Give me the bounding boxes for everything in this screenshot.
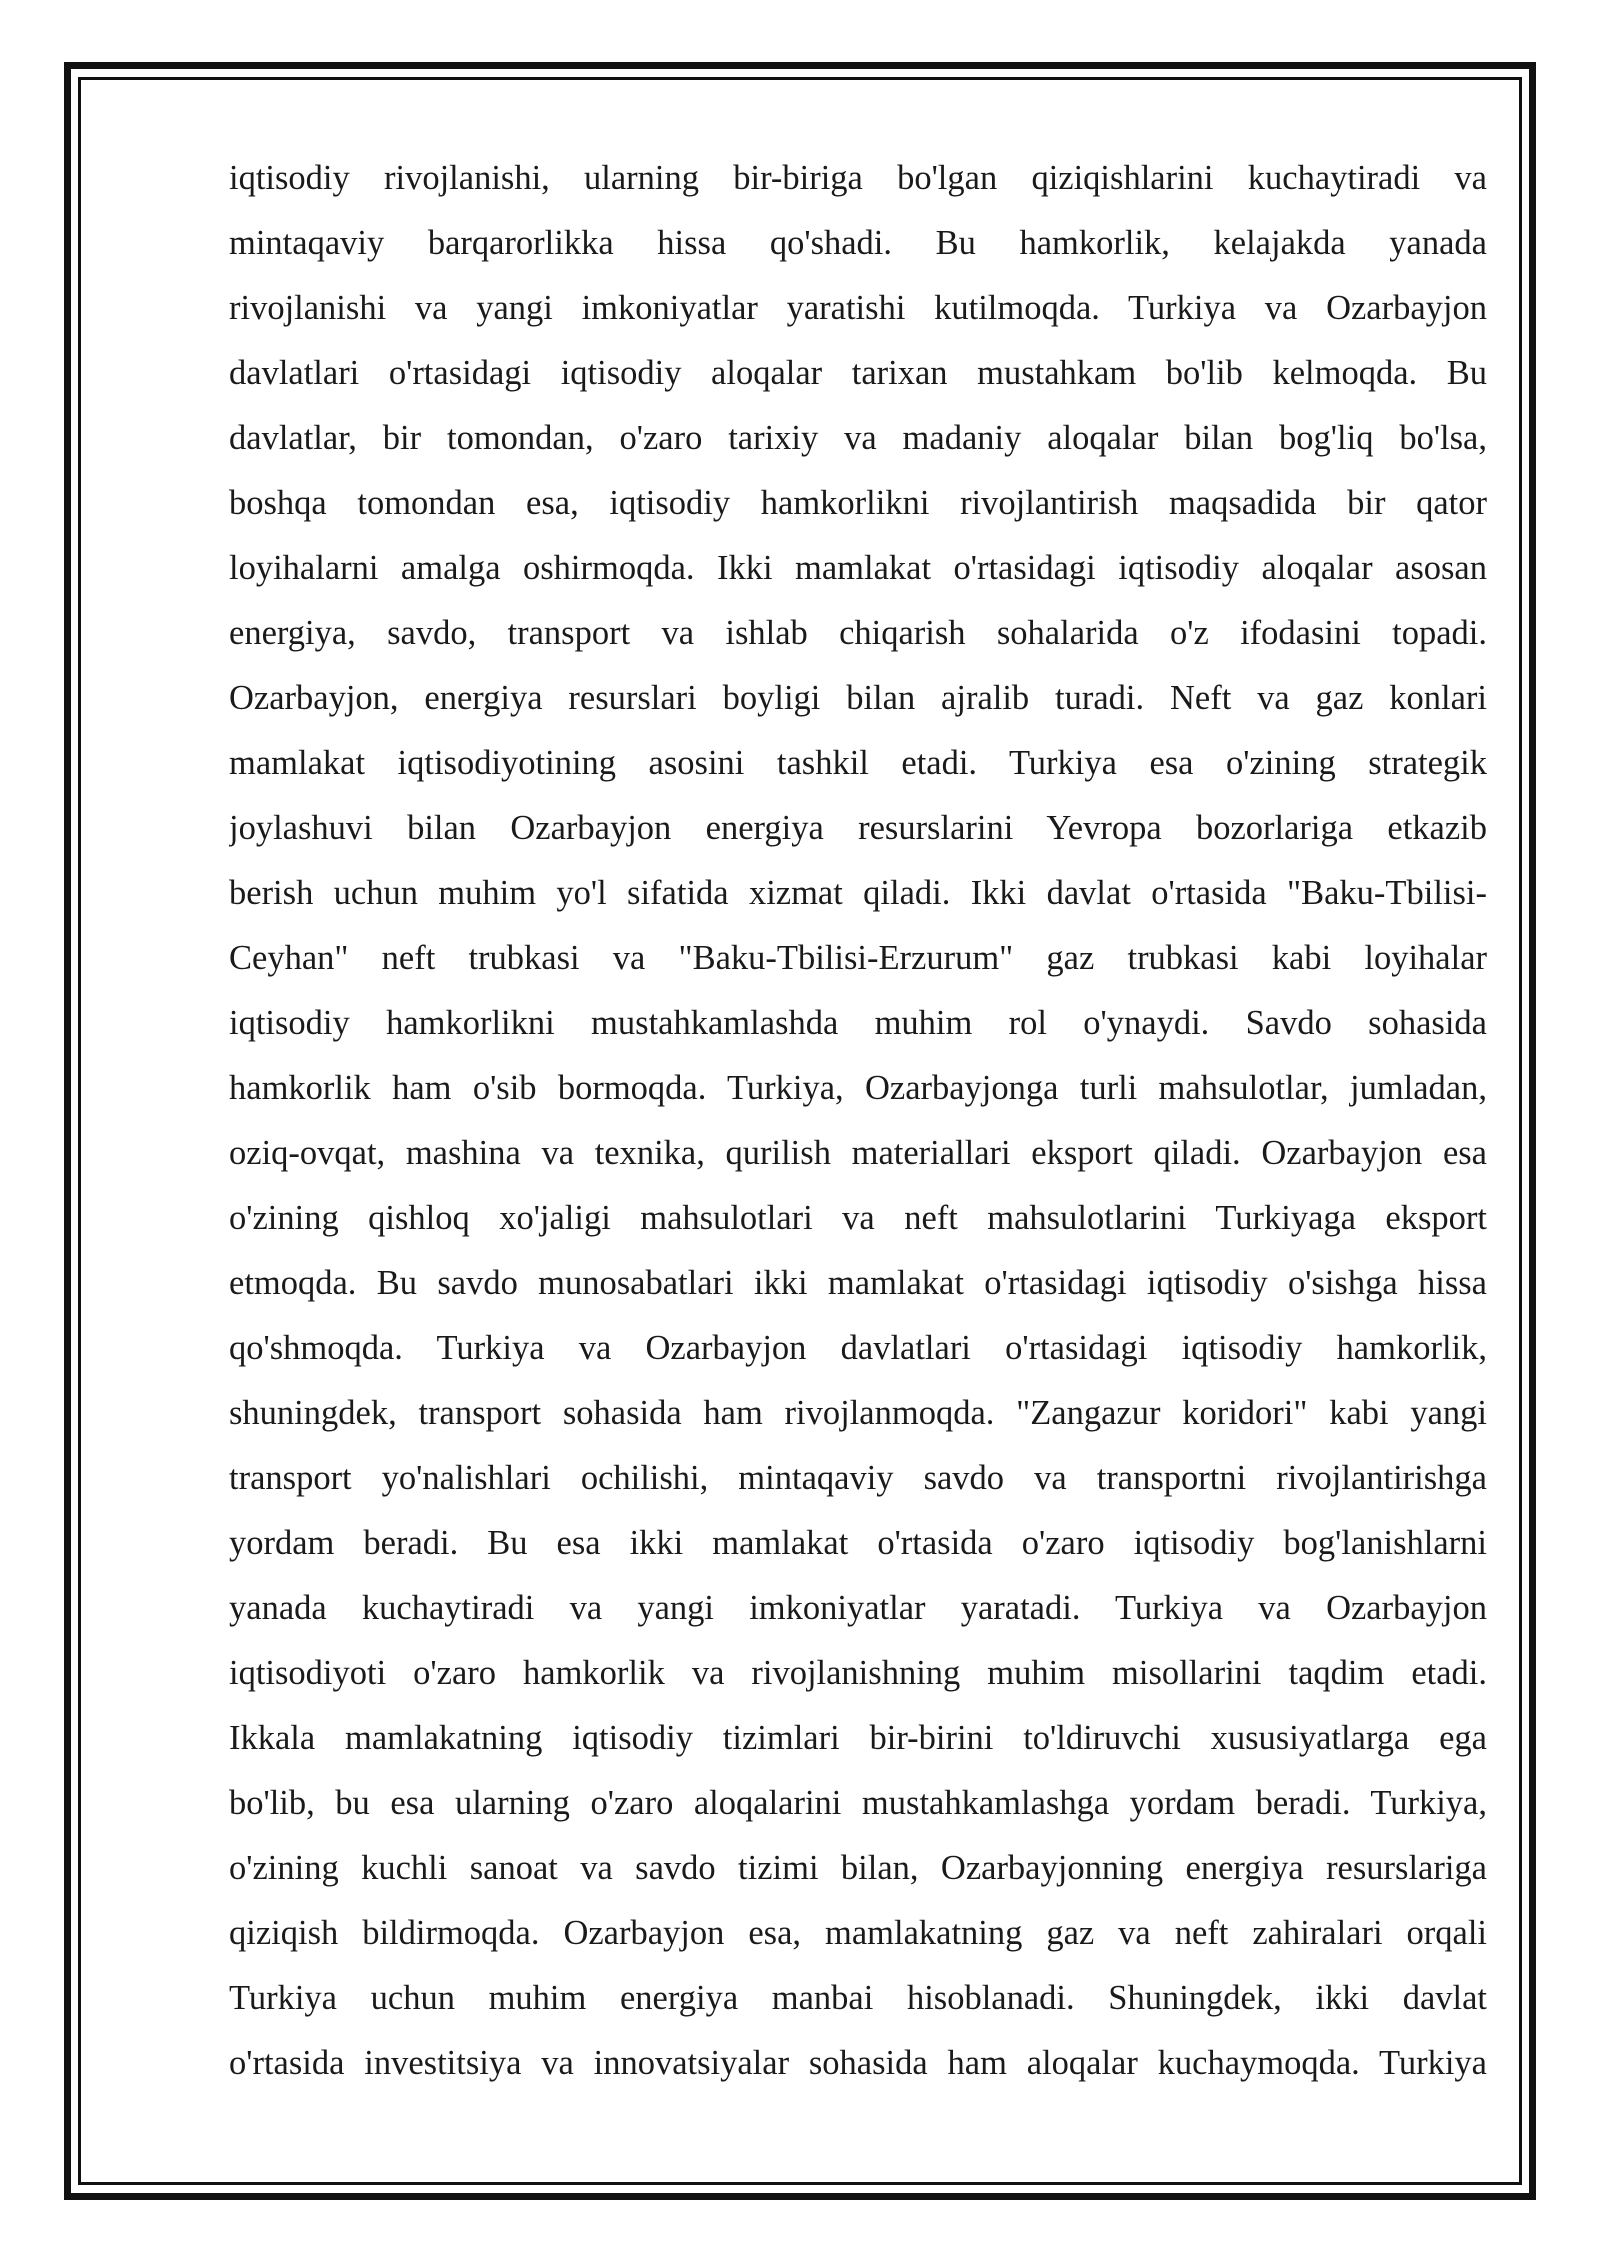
body-text	[229, 146, 1487, 2096]
text-line: Ceyhan" neft trubkasi va "Baku-Tbilisi-Erzurum" gaz trubkasi kabi loyihalar	[229, 939, 1487, 977]
text-line: iqtisodiy rivojlanishi, ularning bir-biriga bo'lgan qiziqishlarini kuchaytiradi va	[229, 159, 1487, 197]
text-line: qo'shmoqda. Turkiya va Ozarbayjon davlatlari o'rtasidagi iqtisodiy hamkorlik,	[229, 1329, 1487, 1367]
text-line: shuningdek, transport sohasida ham rivojlanmoqda. "Zangazur koridori" kabi yangi	[229, 1394, 1487, 1432]
text-line: davlatlari o'rtasidagi iqtisodiy aloqalar tarixan mustahkam bo'lib kelmoqda. Bu	[229, 354, 1487, 392]
text-line: etmoqda. Bu savdo munosabatlari ikki mamlakat o'rtasidagi iqtisodiy o'sishga hissa	[229, 1264, 1487, 1302]
text-line: boshqa tomondan esa, iqtisodiy hamkorlikni rivojlantirish maqsadida bir qator	[229, 484, 1487, 522]
text-line: Ikkala mamlakatning iqtisodiy tizimlari bir-birini to'ldiruvchi xususiyatlarga ega	[229, 1719, 1487, 1757]
text-line: qiziqish bildirmoqda. Ozarbayjon esa, mamlakatning gaz va neft zahiralari orqali	[229, 1914, 1487, 1952]
text-line: Ozarbayjon, energiya resurslari boyligi bilan ajralib turadi. Neft va gaz konlari	[229, 679, 1487, 717]
text-line: hamkorlik ham o'sib bormoqda. Turkiya, Ozarbayjonga turli mahsulotlar, jumladan,	[229, 1069, 1487, 1107]
text-line: iqtisodiy hamkorlikni mustahkamlashda muhim rol o'ynaydi. Savdo sohasida	[229, 1004, 1487, 1042]
text-line: bo'lib, bu esa ularning o'zaro aloqalarini mustahkamlashga yordam beradi. Turkiya,	[229, 1784, 1487, 1822]
text-line: joylashuvi bilan Ozarbayjon energiya resurslarini Yevropa bozorlariga etkazib	[229, 809, 1487, 847]
text-line: o'zining kuchli sanoat va savdo tizimi bilan, Ozarbayjonning energiya resurslariga	[229, 1849, 1487, 1887]
text-line: transport yo'nalishlari ochilishi, mintaqaviy savdo va transportni rivojlantirishga	[229, 1459, 1487, 1497]
text-line: Turkiya uchun muhim energiya manbai hisoblanadi. Shuningdek, ikki davlat	[229, 1979, 1487, 2017]
text-line: yanada kuchaytiradi va yangi imkoniyatlar yaratadi. Turkiya va Ozarbayjon	[229, 1589, 1487, 1627]
text-line: o'rtasida investitsiya va innovatsiyalar sohasida ham aloqalar kuchaymoqda. Turkiya	[229, 2044, 1487, 2082]
text-line: o'zining qishloq xo'jaligi mahsulotlari va neft mahsulotlarini Turkiyaga eksport	[229, 1199, 1487, 1237]
text-line: energiya, savdo, transport va ishlab chiqarish sohalarida o'z ifodasini topadi.	[229, 614, 1487, 652]
text-line: loyihalarni amalga oshirmoqda. Ikki mamlakat o'rtasidagi iqtisodiy aloqalar asosan	[229, 549, 1487, 587]
text-line: iqtisodiyoti o'zaro hamkorlik va rivojlanishning muhim misollarini taqdim etadi.	[229, 1654, 1487, 1692]
text-line: mamlakat iqtisodiyotining asosini tashkil etadi. Turkiya esa o'zining strategik	[229, 744, 1487, 782]
text-line: mintaqaviy barqarorlikka hissa qo'shadi. Bu hamkorlik, kelajakda yanada	[229, 224, 1487, 262]
text-line: oziq-ovqat, mashina va texnika, qurilish materiallari eksport qiladi. Ozarbayjon esa	[229, 1134, 1487, 1172]
text-line: berish uchun muhim yo'l sifatida xizmat qiladi. Ikki davlat o'rtasida "Baku-Tbilisi-	[229, 874, 1487, 912]
text-line: yordam beradi. Bu esa ikki mamlakat o'rtasida o'zaro iqtisodiy bog'lanishlarni	[229, 1524, 1487, 1562]
text-line: davlatlar, bir tomondan, o'zaro tarixiy va madaniy aloqalar bilan bog'liq bo'lsa,	[229, 419, 1487, 457]
text-line: rivojlanishi va yangi imkoniyatlar yaratishi kutilmoqda. Turkiya va Ozarbayjon	[229, 289, 1487, 327]
